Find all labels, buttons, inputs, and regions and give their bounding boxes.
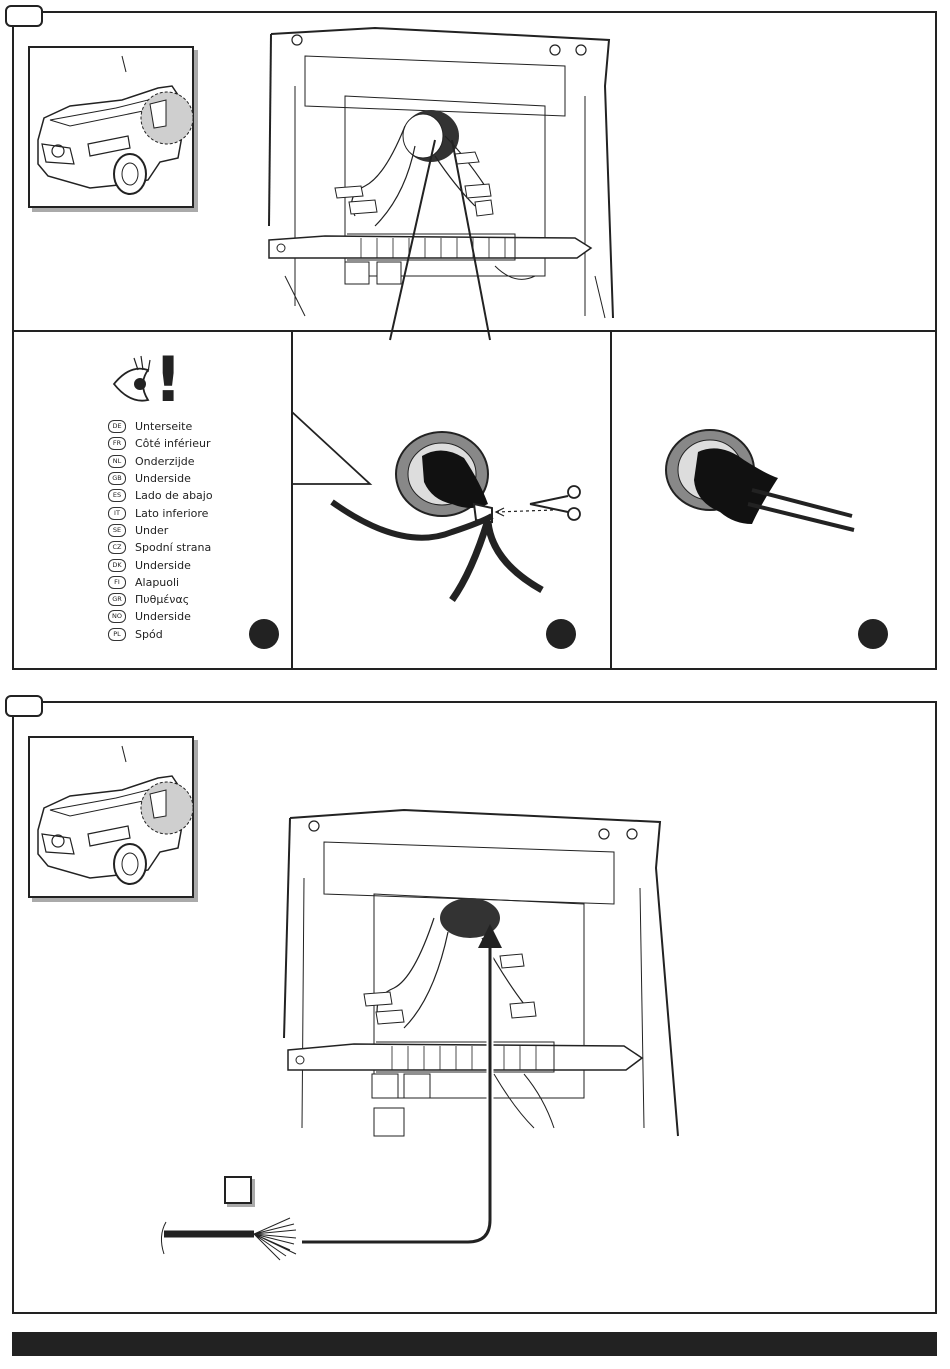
cable-routing-arrow: [290, 920, 510, 1250]
van-icon: [30, 738, 196, 900]
lang-row-fr: FR Côté inférieur: [108, 435, 213, 452]
wiring-harness-cable-icon: [150, 1212, 310, 1272]
lang-row-es: ES Lado de abajo: [108, 487, 213, 504]
sub-step-marker-b: [546, 619, 576, 649]
lang-row-gb: GB Underside: [108, 470, 213, 487]
van-location-inset-2: [28, 736, 194, 898]
lang-row-fi: FI Alapuoli: [108, 574, 213, 591]
van-location-inset-1: [28, 46, 194, 208]
scissors-icon: [528, 484, 588, 524]
grommet-with-cables-drawing: [640, 420, 940, 620]
lang-row-it: IT Lato inferiore: [108, 504, 213, 521]
lang-row-de: DE Unterseite: [108, 418, 213, 435]
van-icon: [30, 48, 196, 210]
attention-exclamation: !: [154, 343, 183, 416]
callout-lines: [380, 140, 500, 340]
step-1-number-tab: [5, 5, 43, 27]
lang-row-nl: NL Onderzijde: [108, 453, 213, 470]
lang-row-no: NO Underside: [108, 608, 213, 625]
lang-row-gr: GR Πυθμένας: [108, 591, 213, 608]
step-2-number-tab: [5, 695, 43, 717]
sub-step-marker-a: [249, 619, 279, 649]
language-list: [108, 418, 213, 643]
lang-row-cz: CZ Spodní strana: [108, 539, 213, 556]
sub-step-marker-c: [858, 619, 888, 649]
lang-row-pl: PL Spód: [108, 626, 213, 643]
part-reference-box: [224, 1176, 252, 1204]
grommet-cut-tie-drawing: [292, 332, 612, 632]
footer-bar: [12, 1332, 937, 1356]
lang-row-se: SE Under: [108, 522, 213, 539]
lang-row-dk: DK Underside: [108, 556, 213, 573]
